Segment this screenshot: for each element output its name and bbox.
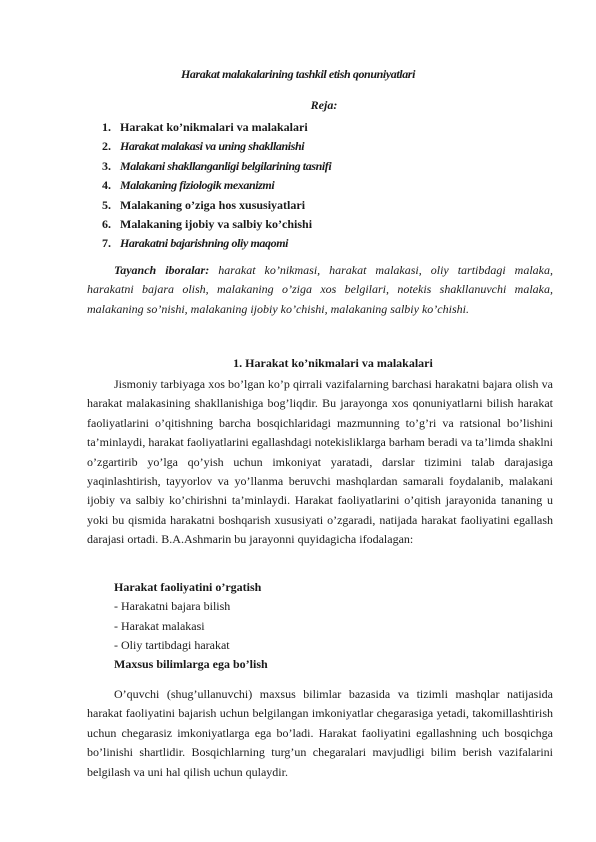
- plan-item-text: Malakaning ijobiy va salbiy ko’chishi: [120, 217, 313, 232]
- plan-item: [102, 234, 331, 253]
- keywords-paragraph: [87, 261, 553, 319]
- plan-item-number: 1.: [102, 120, 111, 134]
- plan-item-number: 4.: [102, 178, 111, 193]
- plan-heading: Reja:: [310, 98, 338, 112]
- plan-item: [102, 176, 331, 195]
- document-title: Harakat malakalarining tashkil etish qonuniyatlari: [180, 67, 416, 81]
- plan-item: [102, 137, 331, 156]
- plan-item: [102, 215, 331, 234]
- plan-item-number: 5.: [102, 197, 111, 212]
- plan-item-text: Malakaning o’ziga hos xususiyatlari: [120, 197, 306, 212]
- subheading: Harakat faoliyatini o’rgatish: [114, 580, 262, 594]
- list-item: - Harakatni bajara bilish: [114, 599, 231, 613]
- subheading: Maxsus bilimlarga ega bo’lish: [114, 657, 268, 671]
- keywords-label: Tayanch iboralar:: [114, 263, 210, 277]
- plan-item-text: Harakatni bajarishning oliy maqomi: [120, 236, 289, 251]
- plan-item-text: Harakat ko’nikmalari va malakalari: [120, 120, 308, 134]
- plan-item-number: 3.: [102, 158, 111, 173]
- body-paragraph: O’quvchi (shug’ullanuvchi) maxsus bilimlar bazasida va tizimli mashqlar natijasida harakat faoliyatini bajarish uchun belgilangan imkoniyatlar chegarasiga yetadi, takomillashtirish uchun chegarasiz imkoniyatlarga ega bo’ladi. Harakat faoliyatini egallashning uch bosqichga bo’linishi shartlidir. Bosqichlarning turg’un chegaralari mavjudligi bilim berish vazifalarini belgilash va uni hal qilish uchun qulaydir.: [87, 687, 553, 779]
- plan-item-text: Harakat malakasi va uning shakllanishi: [120, 139, 305, 154]
- plan-item: [102, 157, 331, 176]
- plan-item-text: Malakani shakllanganligi belgilarining tasnifi: [120, 158, 332, 173]
- plan-item-text: Malakaning fiziologik mexanizmi: [120, 178, 275, 193]
- plan-item: [102, 118, 331, 137]
- plan-item-number: 6.: [102, 217, 111, 232]
- list-item: - Harakat malakasi: [114, 619, 205, 633]
- plan-item-number: 2.: [102, 139, 111, 154]
- list-item: - Oliy tartibdagi harakat: [114, 638, 230, 652]
- keywords-text: harakat ko’nikmasi, harakat malakasi, oliy tartibdagi malaka, harakatni bajara olish, malakaning o’ziga xos belgilari, notekis shakllanuvchi malaka, malakaning so’nishi, malakaning ijobiy ko’chishi, malakaning salbiy ko’chishi.: [87, 263, 554, 316]
- plan-item: [102, 196, 331, 215]
- plan-list: [102, 118, 331, 254]
- section-heading: 1. Harakat ko’nikmalari va malakalari: [233, 356, 433, 370]
- plan-item-number: 7.: [102, 236, 111, 251]
- body-paragraph: Jismoniy tarbiyaga xos bo’lgan ko’p qirrali vazifalarning barchasi harakatni bajara olish va harakat malakasining shakllanishiga bog’liqdir. Bu jarayonga xos qonuniyatlarni bilish harakat faoliyatlarini o’qitishning barcha bosqichlaridagi mazmunning to’g’ri va ratsional bo’lishini ta’minlaydi, harakat faoliyatlarini egallashdagi notekisliklarga barham beradi va ta’limda shaklni o’zgartirib yo’lga qo’yish uchun imkoniyat yaratadi, darslar tizimini talab darajasiga yaqinlashtirish, tayyorlov va yo’llanma beruvchi mashqlardan samarali foydalanib, malakani ijobiy va salbiy ko’chirishni ta’minlaydi. Harakat faoliyatlarini o’qitish jarayonida tananing u yoki bu qismida harakatni boshqarish xususiyati o’zgaradi, natijada harakat faoliyatini egallash darajasi ortadi. B.A.Ashmarin bu jarayonni quyidagicha ifodalagan:: [87, 377, 553, 547]
